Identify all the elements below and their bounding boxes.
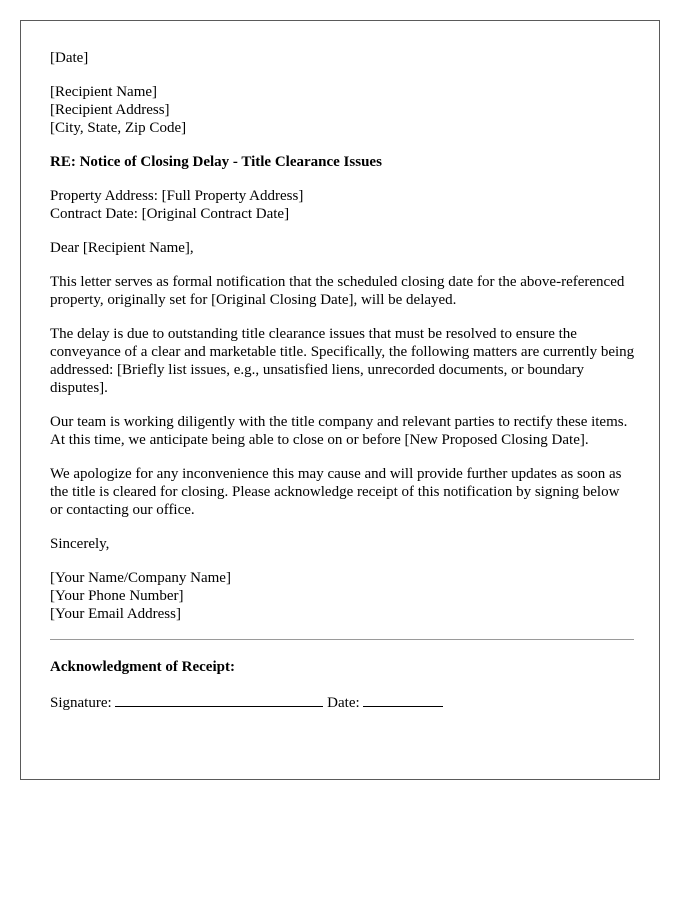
- paragraph-apology: We apologize for any inconvenience this may cause and will provide further updates as soon as the title is cleared for closing. Please acknowledge receipt of this notification by signing below or contacting our office.: [50, 466, 622, 518]
- acknowledgment-heading-block: [50, 658, 635, 676]
- property-info-block: [50, 187, 635, 223]
- signature-line[interactable]: [115, 692, 323, 707]
- closing-phrase: Sincerely,: [50, 536, 110, 552]
- contract-date: Contract Date: [Original Contract Date]: [50, 206, 290, 222]
- subject-line: RE: Notice of Closing Delay - Title Clearance Issues: [50, 154, 382, 170]
- salutation: Dear [Recipient Name],: [50, 240, 194, 256]
- section-divider: [50, 639, 634, 640]
- signature-row: [50, 692, 635, 712]
- date-block: [50, 49, 635, 67]
- property-address: Property Address: [Full Property Address]: [50, 188, 304, 204]
- paragraph-delay-reason: The delay is due to outstanding title clearance issues that must be resolved to ensure the conveyance of a clear and marketable title. Specifically, the following matters are currently being addressed: [Briefly list issues, e.g., unsatisfied liens, unrecorded documents, or boundary disputes].: [50, 326, 635, 396]
- recipient-block: [50, 83, 635, 137]
- paragraph-notification: This letter serves as formal notification that the scheduled closing date for the above-referenced property, originally set for [Original Closing Date], will be delayed.: [50, 274, 625, 308]
- signature-label: Signature:: [50, 695, 112, 711]
- closing-block: [50, 535, 635, 553]
- salutation-block: [50, 239, 635, 257]
- sender-email: [Your Email Address]: [50, 606, 181, 622]
- sender-block: [50, 569, 635, 623]
- acknowledgment-heading: Acknowledgment of Receipt:: [50, 659, 235, 675]
- letter-page: [20, 20, 660, 780]
- recipient-city-state-zip: [City, State, Zip Code]: [50, 120, 187, 136]
- date-label: Date:: [327, 695, 360, 711]
- recipient-address: [Recipient Address]: [50, 102, 170, 118]
- subject-block: [50, 153, 635, 171]
- date-line[interactable]: [363, 692, 443, 707]
- sender-phone: [Your Phone Number]: [50, 588, 184, 604]
- letter-content: [50, 49, 635, 712]
- sender-name: [Your Name/Company Name]: [50, 570, 231, 586]
- letter-date: [Date]: [50, 50, 89, 66]
- paragraph-anticipated-closing: Our team is working diligently with the title company and relevant parties to rectify these items. At this time, we anticipate being able to close on or before [New Proposed Closing Date].: [50, 414, 628, 448]
- recipient-name: [Recipient Name]: [50, 84, 158, 100]
